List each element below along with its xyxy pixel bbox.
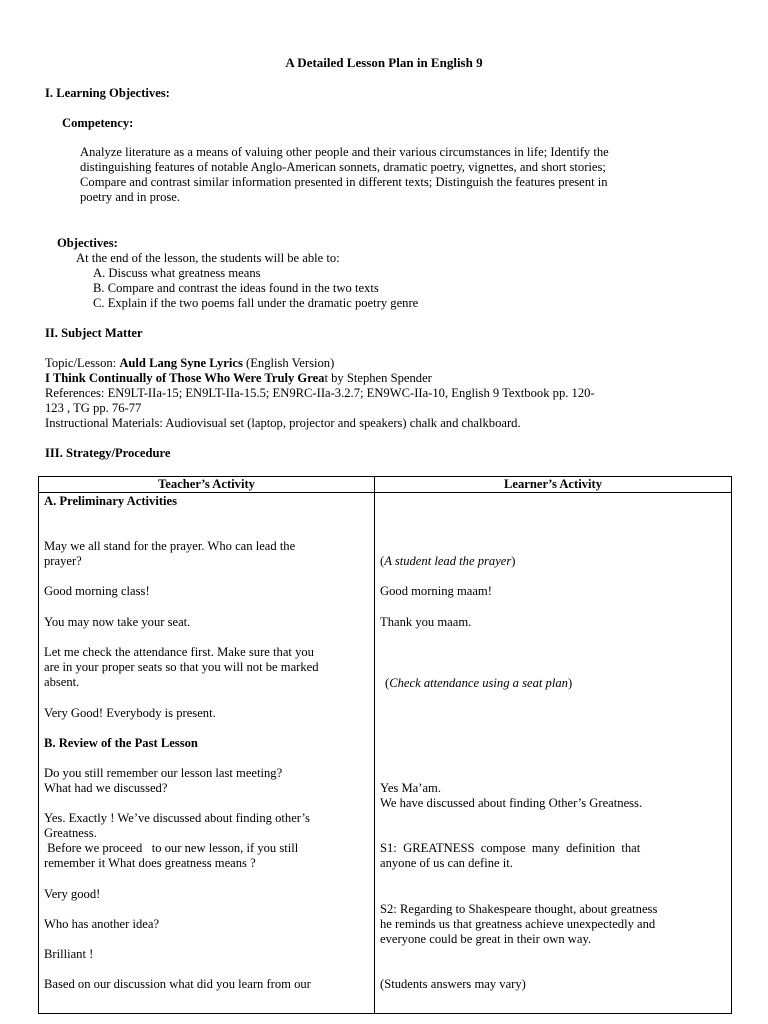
learner-line: We have discussed about finding Other’s Greatness. xyxy=(380,796,643,810)
objective-item: A. Discuss what greatness means xyxy=(93,266,261,280)
teacher-column-header: Teacher’s Activity xyxy=(39,477,375,493)
strategy-heading: III. Strategy/Procedure xyxy=(45,446,171,460)
objective-item: C. Explain if the two poems fall under the dramatic poetry genre xyxy=(93,296,419,310)
instructional-materials: Instructional Materials: Audiovisual set (laptop, projector and speakers) chalk and chalkboard. xyxy=(45,416,521,430)
learner-line: (Check attendance using a seat plan) xyxy=(385,676,573,690)
teacher-line: Who has another idea? xyxy=(44,917,160,931)
review-heading: B. Review of the Past Lesson xyxy=(44,736,198,750)
preliminary-heading: A. Preliminary Activities xyxy=(44,494,178,508)
subject-matter-heading: II. Subject Matter xyxy=(45,326,143,340)
learner-line: Thank you maam. xyxy=(380,615,472,629)
learning-objectives-heading: I. Learning Objectives: xyxy=(45,86,170,100)
teacher-line: remember it What does greatness means ? xyxy=(44,856,256,870)
objectives-list xyxy=(93,266,418,311)
teacher-line: What had we discussed? xyxy=(44,781,168,795)
table-header-row xyxy=(39,477,732,493)
teacher-line: Very Good! Everybody is present. xyxy=(44,706,216,720)
teacher-line: Very good! xyxy=(44,887,101,901)
teacher-line: absent. xyxy=(44,675,80,689)
objectives-intro: At the end of the lesson, the students will be able to: xyxy=(76,251,340,265)
teacher-line: prayer? xyxy=(44,554,82,568)
poem-line xyxy=(45,371,432,386)
competency-text xyxy=(80,145,720,205)
competency-line: Compare and contrast similar information presented in different texts; Distinguish the features present in xyxy=(80,175,608,189)
learner-line: anyone of us can define it. xyxy=(380,856,513,870)
objectives-label: Objectives: xyxy=(57,236,118,250)
competency-line: Analyze literature as a means of valuing other people and their various circumstances in life; Identify the xyxy=(80,145,609,159)
procedure-table xyxy=(38,476,732,1014)
teacher-line: are in your proper seats so that you will not be marked xyxy=(44,660,319,674)
learner-activity-cell xyxy=(375,493,732,1014)
teacher-line: Good morning class! xyxy=(44,584,150,598)
teacher-line: Do you still remember our lesson last meeting? xyxy=(44,766,283,780)
learner-line: he reminds us that greatness achieve unexpectedly and xyxy=(380,917,656,931)
objective-item: B. Compare and contrast the ideas found in the two texts xyxy=(93,281,379,295)
topic-prefix: Topic/Lesson: xyxy=(45,356,120,370)
references-line-2: 123 , TG pp. 76-77 xyxy=(45,401,142,415)
topic-title: Auld Lang Syne Lyrics xyxy=(119,356,243,370)
topic-suffix: (English Version) xyxy=(242,356,335,370)
learner-line: Good morning maam! xyxy=(380,584,492,598)
teacher-line: Let me check the attendance first. Make sure that you xyxy=(44,645,314,659)
learner-line: S1: GREATNESS compose many definition that xyxy=(380,841,641,855)
attendance-note: Check attendance using a seat plan xyxy=(389,676,568,690)
teacher-line: Before we proceed to our new lesson, if you still xyxy=(44,841,299,855)
teacher-line: Based on our discussion what did you learn from our xyxy=(44,977,311,991)
competency-line: distinguishing features of notable Anglo-American sonnets, dramatic poetry, vignettes, and short stories; xyxy=(80,160,606,174)
learner-line: Yes Ma’am. xyxy=(380,781,441,795)
teacher-line: You may now take your seat. xyxy=(44,615,191,629)
learner-line: (A student lead the prayer) xyxy=(380,554,516,568)
page-title: A Detailed Lesson Plan in English 9 xyxy=(285,55,483,70)
topic-line xyxy=(45,356,334,371)
teacher-line: May we all stand for the prayer. Who can lead the xyxy=(44,539,296,553)
competency-label: Competency: xyxy=(62,116,134,130)
teacher-line: Greatness. xyxy=(44,826,97,840)
competency-line: poetry and in prose. xyxy=(80,190,181,204)
learner-column-header: Learner’s Activity xyxy=(375,477,732,493)
poem-suffix: t by Stephen Spender xyxy=(324,371,432,385)
references-line-1: References: EN9LT-IIa-15; EN9LT-IIa-15.5; EN9RC-IIa-3.2.7; EN9WC-IIa-10, English 9 Textbook pp. 120- xyxy=(45,386,595,400)
table-row xyxy=(39,493,732,1014)
learner-line: S2: Regarding to Shakespeare thought, about greatness xyxy=(380,902,658,916)
prayer-note: A student lead the prayer xyxy=(384,554,512,568)
learner-line: (Students answers may vary) xyxy=(380,977,526,991)
teacher-activity-cell xyxy=(39,493,375,1014)
teacher-line: Yes. Exactly ! We’ve discussed about finding other’s xyxy=(44,811,310,825)
teacher-line: Brilliant ! xyxy=(44,947,94,961)
learner-line: everyone could be great in their own way. xyxy=(380,932,592,946)
poem-title: I Think Continually of Those Who Were Truly Grea xyxy=(45,371,325,385)
